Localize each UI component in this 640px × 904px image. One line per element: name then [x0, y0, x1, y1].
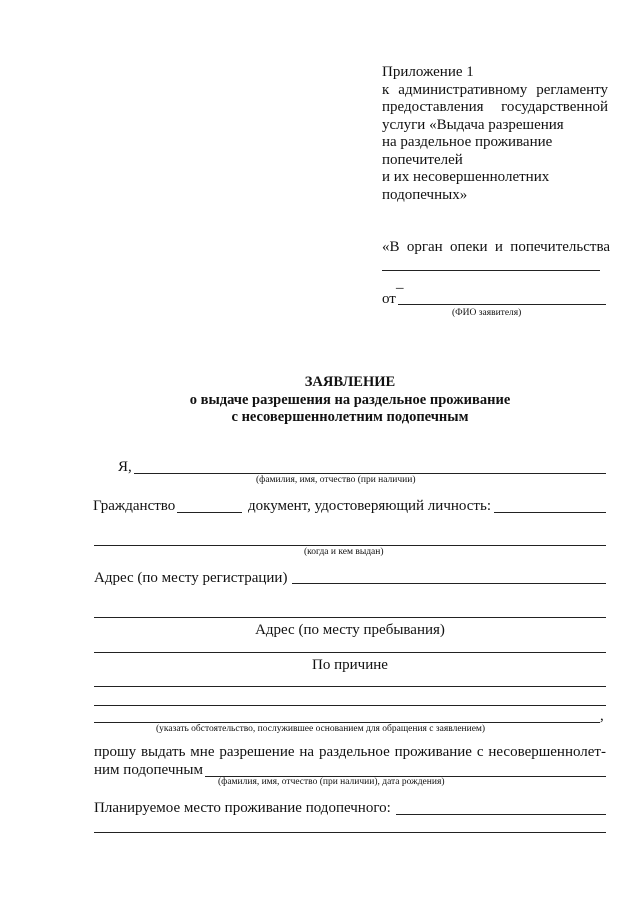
appendix-line-5: на раздельное проживание	[382, 134, 553, 150]
document-issued-line[interactable]	[94, 545, 606, 546]
document-title: ЗАЯВЛЕНИЕ	[304, 374, 396, 390]
reason-line-2[interactable]	[94, 705, 606, 706]
reg-address-label: Адрес (по месту регистрации)	[94, 570, 288, 586]
appendix-block	[382, 64, 608, 204]
stay-address-label: Адрес (по месту пребывания)	[255, 622, 445, 638]
reason-label: По причине	[312, 657, 388, 673]
i-label: Я,	[118, 459, 132, 475]
appendix-line-7: и их несовершеннолетних	[382, 169, 550, 185]
document-label: документ, удостоверяющий личность:	[248, 498, 491, 514]
document-subtitle-2: с несовершеннолетним подопечным	[231, 409, 469, 425]
appendix-line-4: услуги «Выдача разрешения	[382, 116, 564, 133]
reason-line-3[interactable]	[94, 722, 600, 723]
applicant-fullname-line[interactable]	[134, 473, 606, 474]
request-line-1: прошу выдать мне разрешение на раздельное проживание с несовершеннолет-	[94, 744, 606, 760]
appendix-line-3: предоставления государственной	[382, 99, 608, 115]
stay-address-line[interactable]	[94, 652, 606, 653]
request-line-2: ним подопечным	[94, 762, 203, 778]
reason-comma: ,	[600, 708, 604, 724]
addressee-organ-line[interactable]	[382, 270, 600, 271]
planned-place-line-1[interactable]	[396, 814, 606, 815]
planned-place-label: Планируемое место проживание подопечного:	[94, 800, 391, 816]
appendix-line-2: к административному регламенту	[382, 81, 608, 98]
addressee-to: «В орган опеки и попечительства	[382, 239, 610, 255]
applicant-fullname-hint: (фамилия, имя, отчество (при наличии)	[256, 475, 416, 485]
appendix-line-8: подопечных»	[382, 186, 468, 203]
applicant-name-line[interactable]	[398, 304, 606, 305]
reason-line-1[interactable]	[94, 686, 606, 687]
document-line[interactable]	[494, 512, 606, 513]
appendix-line-6: попечителей	[382, 151, 463, 168]
citizenship-label: Гражданство	[93, 498, 176, 514]
ward-hint: (фамилия, имя, отчество (при наличии), дата рождения)	[218, 777, 445, 787]
appendix-line-1: Приложение 1	[382, 64, 474, 80]
addressee-from-label: от	[382, 291, 396, 307]
reg-address-line-1[interactable]	[292, 583, 606, 584]
applicant-name-hint: (ФИО заявителя)	[452, 308, 522, 318]
reason-hint: (указать обстоятельство, послужившее основанием для обращения с заявлением)	[156, 724, 486, 734]
planned-place-line-2[interactable]	[94, 832, 606, 833]
citizenship-line[interactable]	[177, 512, 242, 513]
document-subtitle-1: о выдаче разрешения на раздельное проживание	[189, 392, 511, 408]
addressee-dash: _	[396, 275, 404, 291]
reg-address-line-2[interactable]	[94, 617, 606, 618]
document-issued-hint: (когда и кем выдан)	[304, 547, 384, 557]
